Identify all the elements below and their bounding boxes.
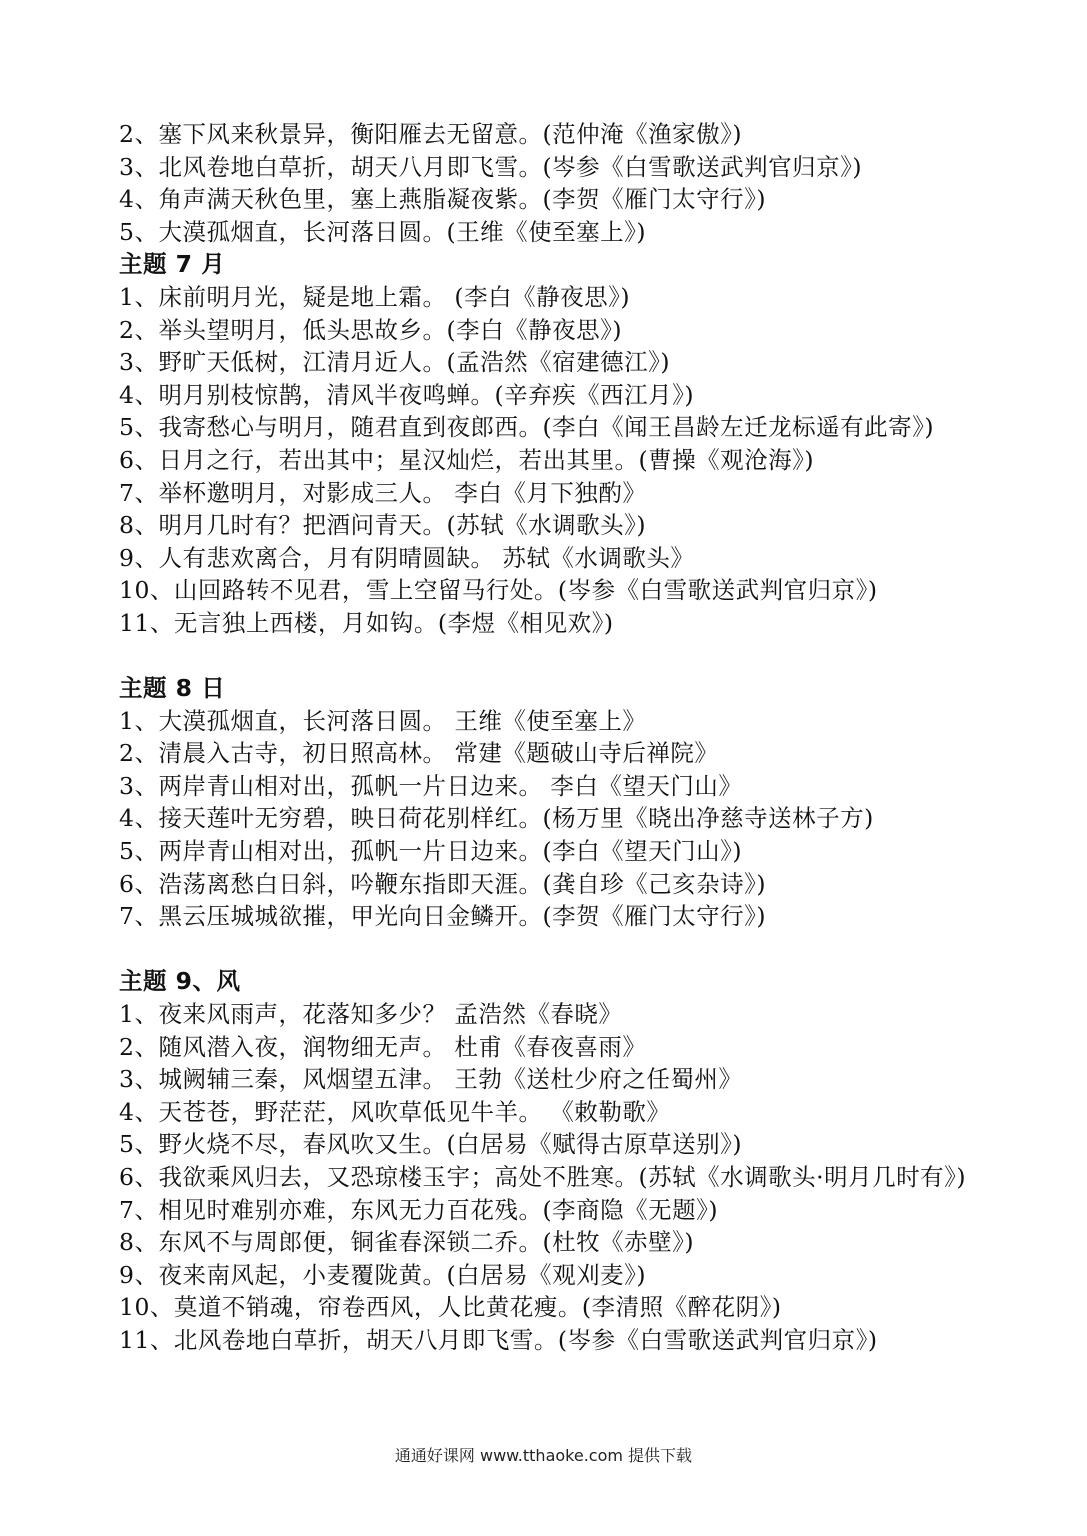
poem-line: 7、举杯邀明月，对影成三人。 李白《月下独酌》 [119, 478, 647, 507]
poem-line: 10、莫道不销魂，帘卷西风，人比黄花瘦。(李清照《醉花阴》) [119, 1293, 782, 1322]
poem-line: 4、接天莲叶无穷碧，映日荷花别样红。(杨万里《晓出净慈寺送林子方) [119, 804, 874, 833]
poem-line: 4、天苍苍，野茫茫，风吹草低见牛羊。 《敕勒歌》 [119, 1097, 671, 1126]
poem-line: 8、东风不与周郎便，铜雀春深锁二乔。(杜牧《赤壁》) [119, 1228, 695, 1257]
section-heading-sun: 主题 8 日 [119, 674, 226, 703]
poem-line: 3、城阙辅三秦，风烟望五津。 王勃《送杜少府之任蜀州》 [119, 1065, 743, 1094]
poem-line: 2、随风潜入夜，润物细无声。 杜甫《春夜喜雨》 [119, 1032, 647, 1061]
poem-line: 1、夜来风雨声，花落知多少？ 孟浩然《春晓》 [119, 1000, 623, 1029]
poem-line: 6、日月之行，若出其中；星汉灿烂，若出其里。(曹操《观沧海》) [119, 445, 815, 474]
document-content [119, 118, 1019, 1357]
section-heading-moon: 主题 7 月 [119, 250, 226, 279]
page-footer: 通通好课网 www.tthaoke.com 提供下载 [394, 1446, 693, 1465]
poem-line: 2、塞下风来秋景异，衡阳雁去无留意。(范仲淹《渔家傲》) [119, 120, 743, 148]
poem-line: 6、浩荡离愁白日斜，吟鞭东指即天涯。(龚自珍《己亥杂诗》) [119, 869, 767, 898]
poem-line: 9、人有悲欢离合，月有阴晴圆缺。 苏轼《水调歌头》 [119, 543, 695, 572]
poem-line: 3、两岸青山相对出，孤帆一片日边来。 李白《望天门山》 [119, 771, 743, 800]
poem-line: 6、我欲乘风归去，又恐琼楼玉宇；高处不胜寒。(苏轼《水调歌头·明月几时有》) [119, 1163, 967, 1191]
poem-line: 1、大漠孤烟直，长河落日圆。 王维《使至塞上》 [119, 706, 647, 735]
poem-line: 3、野旷天低树，江清月近人。(孟浩然《宿建德江》) [119, 348, 671, 377]
poem-line: 2、清晨入古寺，初日照高林。 常建《题破山寺后禅院》 [119, 739, 719, 768]
poem-line: 5、野火烧不尽，春风吹又生。(白居易《赋得古原草送别》) [119, 1130, 743, 1159]
poem-line: 2、举头望明月，低头思故乡。(李白《静夜思》) [119, 315, 623, 344]
poem-line: 5、我寄愁心与明月，随君直到夜郎西。(李白《闻王昌龄左迁龙标遥有此寄》) [119, 413, 935, 442]
poem-line: 4、明月别枝惊鹊，清风半夜鸣蝉。(辛弃疾《西江月》) [119, 380, 695, 409]
poem-line: 3、北风卷地白草折，胡天八月即飞雪。(岑参《白雪歌送武判官归京》) [119, 152, 863, 181]
poem-line: 11、无言独上西楼，月如钩。(李煜《相见欢》) [119, 608, 614, 637]
section-gap [119, 933, 1019, 966]
poem-line: 1、床前明月光，疑是地上霜。 (李白《静夜思》) [119, 282, 631, 311]
poem-line: 4、角声满天秋色里，塞上燕脂凝夜紫。(李贺《雁门太守行》) [119, 185, 767, 214]
section-heading-wind: 主题 9、风 [119, 967, 241, 996]
poem-line: 8、明月几时有？把酒问青天。(苏轼《水调歌头》) [119, 511, 647, 540]
poem-line: 11、北风卷地白草折，胡天八月即飞雪。(岑参《白雪歌送武判官归京》) [119, 1325, 878, 1354]
poem-line: 5、两岸青山相对出，孤帆一片日边来。(李白《望天门山》) [119, 837, 743, 866]
poem-line: 7、相见时难别亦难，东风无力百花残。(李商隐《无题》) [119, 1195, 719, 1224]
section-gap [119, 640, 1019, 673]
poem-line: 9、夜来南风起，小麦覆陇黄。(白居易《观刈麦》) [119, 1260, 647, 1289]
poem-line: 7、黑云压城城欲摧，甲光向日金鳞开。(李贺《雁门太守行》) [119, 902, 767, 931]
poem-line: 10、山回路转不见君，雪上空留马行处。(岑参《白雪歌送武判官归京》) [119, 576, 878, 605]
poem-line: 5、大漠孤烟直，长河落日圆。(王维《使至塞上》) [119, 217, 647, 246]
